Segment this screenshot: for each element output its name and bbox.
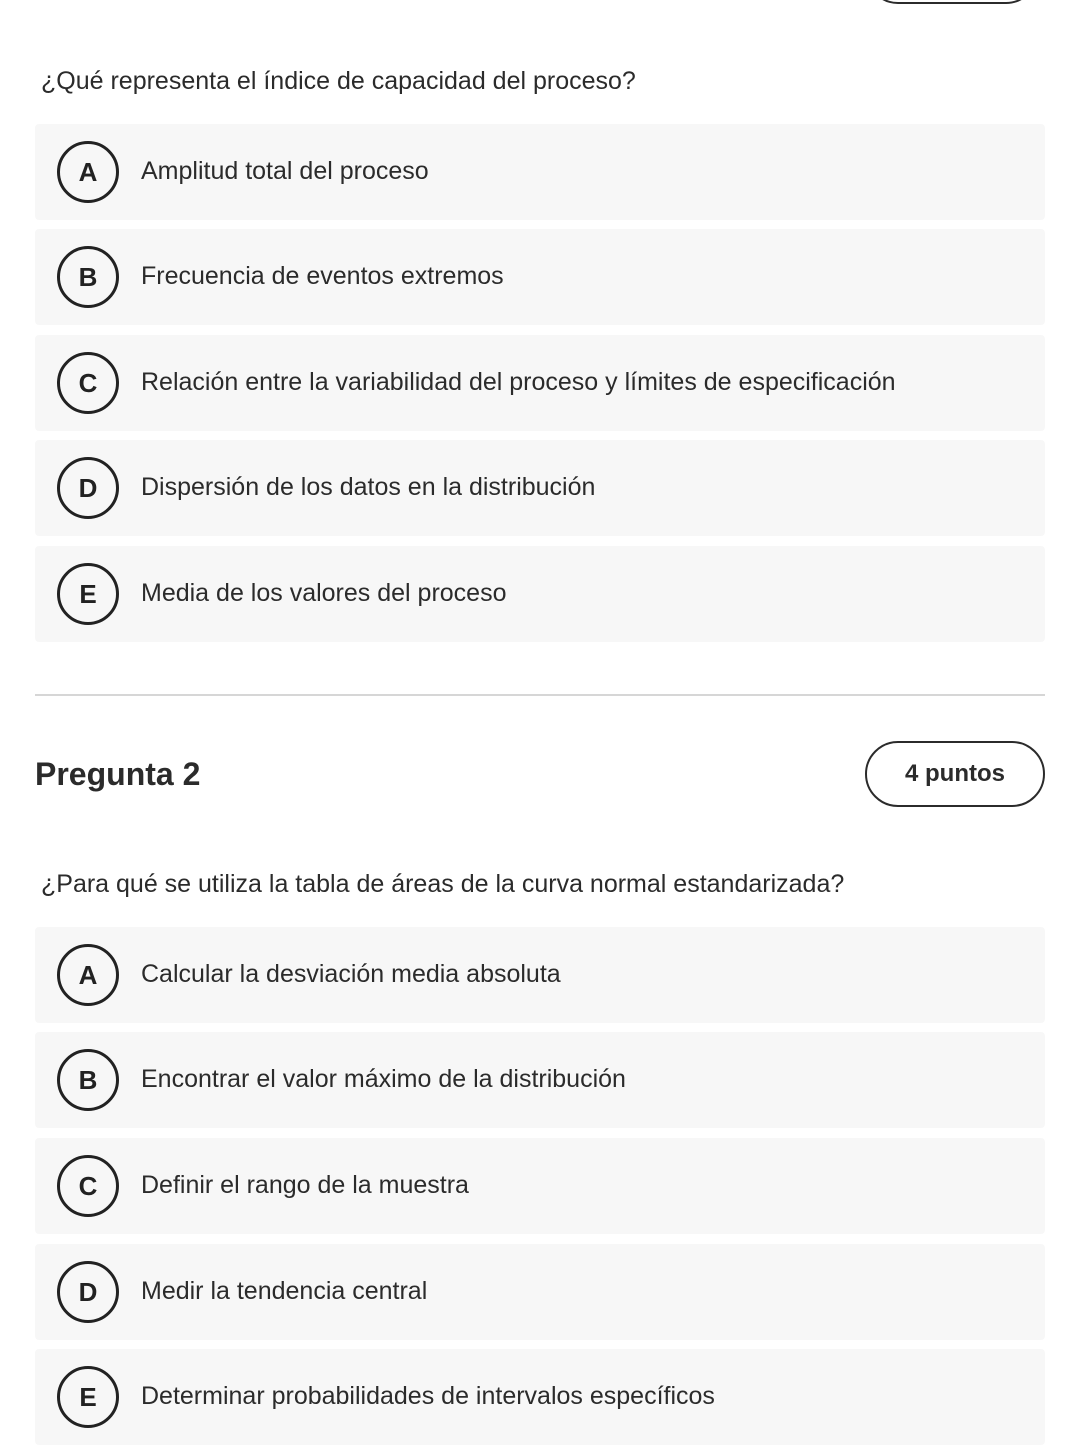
question-2-option-b[interactable]: [35, 1032, 1045, 1128]
question-1-option-a[interactable]: [35, 124, 1045, 220]
option-letter-d: D: [57, 457, 119, 519]
question-2-title: Pregunta 2: [35, 756, 201, 792]
option-label: Dispersión de los datos en la distribución: [141, 473, 596, 501]
question-2-option-a[interactable]: [35, 927, 1045, 1023]
option-label: Media de los valores del proceso: [141, 579, 507, 607]
question-2-text: ¿Para qué se utiliza la tabla de áreas de la curva normal estandarizada?: [41, 870, 845, 898]
option-letter-d: D: [57, 1261, 119, 1323]
question-1-option-d[interactable]: [35, 440, 1045, 536]
option-label: Frecuencia de eventos extremos: [141, 262, 504, 290]
option-letter-a: A: [57, 944, 119, 1006]
option-label: Encontrar el valor máximo de la distribución: [141, 1065, 626, 1093]
option-letter-a: A: [57, 141, 119, 203]
option-letter-c: C: [57, 352, 119, 414]
option-letter-c: C: [57, 1155, 119, 1217]
question-2-option-d[interactable]: [35, 1244, 1045, 1340]
option-letter-b: B: [57, 246, 119, 308]
previous-points-badge: [866, 0, 1038, 4]
question-divider: [35, 694, 1045, 696]
question-1-text: ¿Qué representa el índice de capacidad del proceso?: [41, 67, 636, 95]
option-letter-e: E: [57, 563, 119, 625]
points-badge: 4 puntos: [865, 741, 1045, 807]
option-letter-b: B: [57, 1049, 119, 1111]
option-label: Amplitud total del proceso: [141, 157, 429, 185]
option-label: Relación entre la variabilidad del proceso y límites de especificación: [141, 368, 896, 396]
question-2-option-e[interactable]: [35, 1349, 1045, 1445]
question-1-option-c[interactable]: [35, 335, 1045, 431]
question-2-option-c[interactable]: [35, 1138, 1045, 1234]
option-label: Determinar probabilidades de intervalos específicos: [141, 1382, 715, 1410]
option-label: Calcular la desviación media absoluta: [141, 960, 561, 988]
option-label: Medir la tendencia central: [141, 1277, 428, 1305]
option-letter-e: E: [57, 1366, 119, 1428]
question-1-option-e[interactable]: [35, 546, 1045, 642]
option-label: Definir el rango de la muestra: [141, 1171, 469, 1199]
question-1-option-b[interactable]: [35, 229, 1045, 325]
